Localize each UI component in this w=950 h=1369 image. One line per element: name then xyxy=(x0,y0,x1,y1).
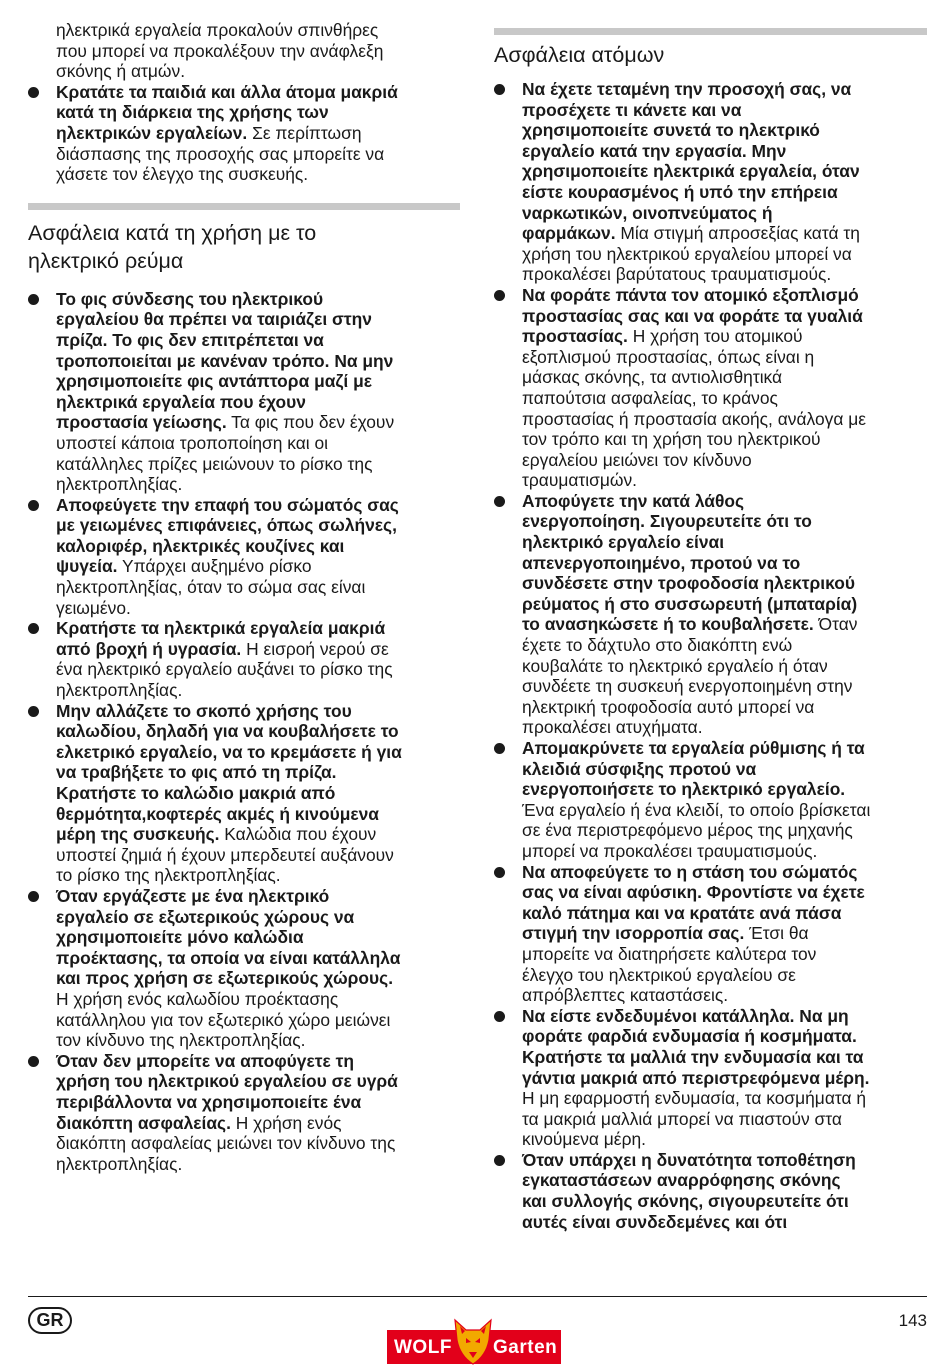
footer-rule xyxy=(28,1296,927,1297)
bullet-bold-line: περιβάλλοντα να χρησιμοποιείτε ένα xyxy=(56,1091,362,1112)
bullet-item xyxy=(28,886,460,1051)
bullet-bold-line: από βροχή ή υγρασία. xyxy=(56,638,242,659)
bullet-text-line: μπορείτε να διατηρήσετε καλύτερα τον xyxy=(522,943,817,964)
bullet-bold-line: εγκαταστάσεων αναρρόφησης σκόνης xyxy=(522,1170,841,1191)
bullet-text-line: τον κίνδυνο της ηλεκτροπληξίας. xyxy=(56,1030,306,1051)
bullet-bold-line: καλό πάτημα και να κρατάτε ανά πάσα xyxy=(522,902,842,923)
bullet-bold-line: προσέχετε τι κάνετε και να xyxy=(522,99,742,120)
bullet-text-line: εξοπλισμού προστασίας, όπως είναι η xyxy=(522,346,815,367)
bullet-bold-line: προστασίας. xyxy=(522,326,628,347)
bullet-bold-line: χρησιμοποιείτε φις αντάπτορα μαζί με xyxy=(56,371,372,392)
bullet-item xyxy=(28,618,460,700)
bullet-text-line: Η χρήση ενός καλωδίου προέκτασης xyxy=(56,988,339,1009)
bullet-bold-line: κατά τη διάρκεια της χρήσης των xyxy=(56,102,329,123)
bullet-text-line: μάσκας σκόνης, τα αντιολισθητικά xyxy=(522,367,783,388)
bullet-bold-line: Κρατάτε τα παιδιά και άλλα άτομα μακριά xyxy=(56,81,398,102)
bullet-bold-line: απενεργοποιημένο, προτού να το xyxy=(522,552,801,573)
bullet-text-line: σε ένα περιστρεφόμενο μέρος της μηχανής xyxy=(522,820,853,841)
bullet-text-line: προκαλέσει βαρύτατους τραυματισμούς. xyxy=(522,264,832,285)
section-title-electrical xyxy=(28,219,460,275)
bullet-bold-line: αυτές είναι συνδεδεμένες και ότι xyxy=(522,1211,788,1232)
bullet-bold-line: προέκτασης, τα οποία να είναι κατάλληλα xyxy=(56,947,401,968)
bullet-bold-line: ρεύματος ή στο συσσωρευτή (μπαταρία) xyxy=(522,593,858,614)
bullet-bold-line: διακόπτη ασφαλείας. xyxy=(56,1112,231,1133)
bullet-bold-line: προστασίας σας και να φοράτε τα γυαλιά xyxy=(522,305,863,326)
bullet-text-line: κουβαλάτε το ηλεκτρικό εργαλείο ή όταν xyxy=(522,655,828,676)
bullet-bold-line: Όταν υπάρχει η δυνατότητα τοποθέτηση xyxy=(522,1149,856,1170)
bullet-bold-line: εργαλείο κατά την εργασία. Μην xyxy=(522,140,787,161)
bullet-text-line: παπούτσια ασφαλείας, το κράνος xyxy=(522,387,778,408)
bullet-text-line: το ρίσκο της ηλεκτροπληξίας. xyxy=(56,865,281,886)
intro-line: ηλεκτρικά εργαλεία προκαλούν σπινθήρες xyxy=(56,20,379,40)
intro-line: σκόνης ή ατμών. xyxy=(56,61,186,82)
bullet-bold-line: Αποφεύγετε την επαφή του σώματός σας xyxy=(56,494,399,515)
bullet-bold-line: Μην αλλάζετε το σκοπό χρήσης του xyxy=(56,700,352,721)
bullet-item xyxy=(28,495,460,619)
bullet-text-line: τραυματισμών. xyxy=(522,470,637,491)
bullet-bold-line: θερμότητα,κοφτερές ακμές ή κινούμενα xyxy=(56,803,379,824)
wolf-garten-logo xyxy=(387,1316,561,1366)
bullet-bold-line: Να φοράτε πάντα τον ατομικό εξοπλισμό xyxy=(522,284,859,305)
bullet-text-line: τον τρόπο και τη χρήση του ηλεκτρικού xyxy=(522,429,821,450)
right-column xyxy=(494,0,927,1232)
left-column xyxy=(28,0,460,1174)
country-code-badge: GR xyxy=(28,1307,72,1334)
bullet-text-inline: Η χρήση του ατομικού xyxy=(627,326,803,347)
bullet-bold-line: Κρατήστε τα μαλλιά την ενδυμασία και τα xyxy=(522,1046,864,1067)
bullet-bold-line: Να αποφεύγετε το η στάση του σώματός xyxy=(522,861,858,882)
bullet-bold-line: χρησιμοποιείτε ηλεκτρικά εργαλεία, όταν xyxy=(522,161,860,182)
bullet-text-line: έχετε το δάχτυλο στο διακόπτη ενώ xyxy=(522,635,793,656)
bullet-text-line: εργαλείου μειώνει τον κίνδυνο xyxy=(522,449,752,470)
bullet-item xyxy=(28,289,460,495)
bullet-bold-line: ναρκωτικών, οινοπνεύματος ή xyxy=(522,202,773,223)
personal-safety-list xyxy=(494,79,927,1232)
bullet-bold-line: και προς χρήση σε εξωτερικούς χώρους. xyxy=(56,968,394,989)
bullet-bold-line: εργαλείου θα πρέπει να ταιριάζει στην xyxy=(56,309,372,330)
bullet-bold-line: γάντια μακριά από περιστρεφόμενα μέρη. xyxy=(522,1067,870,1088)
bullet-bold-line: στιγμή την ισορροπία σας. xyxy=(522,923,745,944)
bullet-text-line: κατάλληλες πρίζες μειώνουν το ρίσκο της xyxy=(56,453,373,474)
bullet-bold-line: ψυγεία. xyxy=(56,556,118,577)
bullet-bold-line: Όταν δεν μπορείτε να αποφύγετε τη xyxy=(56,1050,354,1071)
bullet-bold-line: το ανασηκώσετε ή το κουβαλήσετε. xyxy=(522,614,814,635)
bullet-bold-line: Απομακρύνετε τα εργαλεία ρύθμισης ή τα xyxy=(522,738,865,758)
bullet-text-line: μπορεί να προκαλέσει τραυματισμούς. xyxy=(522,840,818,861)
bullet-bold-line: συνδέσετε στην τροφοδοσία ηλεκτρικού xyxy=(522,573,855,594)
bullet-item xyxy=(494,738,927,862)
intro-line: που μπορεί να προκαλέξουν την ανάφλεξη xyxy=(56,40,384,61)
bullet-bold-line: είστε κουρασμένος ή υπό την επήρεια xyxy=(522,181,838,202)
bullet-text-line: υποστεί κάποια τροποποίηση και οι xyxy=(56,432,329,453)
bullet-bold-line: χρήση του ηλεκτρικού εργαλείου σε υγρά xyxy=(56,1071,398,1092)
bullet-bold-line: Κρατήστε τα ηλεκτρικά εργαλεία μακριά xyxy=(56,618,386,639)
bullet-text-line: χρήση του ηλεκτρικού εργαλείου μπορεί να xyxy=(522,243,852,264)
bullet-bold-line: ενεργοποίηση. Σιγουρευτείτε ότι το xyxy=(522,511,812,532)
bullet-bold-line: καλοριφέρ, ηλεκτρικές κουζίνες και xyxy=(56,535,345,556)
bullet-bold-line: και συλλογής σκόνης, σιγουρευτείτε ότι xyxy=(522,1191,849,1212)
bullet-bold-line: χρησιμοποιείτε συνετά το ηλεκτρικό xyxy=(522,120,820,141)
bullet-text-inline: Σε περίπτωση xyxy=(247,122,362,143)
bullet-text-inline: Η χρήση ενός xyxy=(230,1112,342,1133)
section-title-line: ηλεκτρικό ρεύμα xyxy=(28,248,184,273)
bullet-text-line: ηλεκτροπληξίας. xyxy=(56,474,183,495)
bullet-text-line: γειωμένο. xyxy=(56,597,131,618)
section-title-line: Ασφάλεια ατόμων xyxy=(494,43,665,67)
bullet-bold-line: τροποποιείται με κανέναν τρόπο. Να μην xyxy=(56,350,394,371)
bullet-item xyxy=(494,285,927,491)
section-title-line: Ασφάλεια κατά τη χρήση με το xyxy=(28,220,317,245)
bullet-bold-line: με γειωμένες επιφάνειες, όπως σωλήνες, xyxy=(56,515,397,536)
bullet-item xyxy=(494,1150,927,1232)
bullet-text-line: προκαλέσει ατυχήματα. xyxy=(522,717,703,738)
bullet-text-inline: Μία στιγμή απροσεξίας κατά τη xyxy=(615,223,860,244)
bullet-text-inline: Όταν xyxy=(813,614,858,635)
bullet-text-line: διακόπτη ασφαλείας μειώνει τον κίνδυνο της xyxy=(56,1133,396,1154)
bullet-text-line: κινούμενα μέρη. xyxy=(522,1129,646,1150)
section-rule xyxy=(28,203,460,210)
top-bullet-list xyxy=(28,82,460,185)
bullet-text-line: Η μη εφαρμοστή ενδυμασία, τα κοσμήματα ή xyxy=(522,1088,867,1109)
electrical-safety-list xyxy=(28,289,460,1175)
page-number: 143 xyxy=(898,1311,927,1330)
bullet-text-line: ηλεκτρική τροφοδοσία αυτό μπορεί να xyxy=(522,696,815,717)
bullet-item xyxy=(28,1051,460,1175)
bullet-text-line: έλεγχο του ηλεκτρικού εργαλείου σε xyxy=(522,964,796,985)
bullet-item xyxy=(28,701,460,886)
bullet-text-line: υποστεί ζημιά ή έχουν μπερδευτεί αυξάνουν xyxy=(56,844,394,865)
bullet-bold-line: Κρατήστε το καλώδιο μακριά από xyxy=(56,783,336,803)
bullet-bold-line: ηλεκτρικό εργαλείο είναι xyxy=(522,532,725,553)
bullet-bold-line: προστασία γείωσης. xyxy=(56,412,227,433)
bullet-bold-line: ενεργοποιήσετε το ηλεκτρικό εργαλείο. xyxy=(522,779,846,800)
bullet-bold-line: πρίζα. Το φις δεν επιτρέπεται να xyxy=(56,329,324,350)
wolf-head-icon xyxy=(452,1316,494,1366)
bullet-item xyxy=(494,491,927,738)
bullet-bold-line: φαρμάκων. xyxy=(522,223,616,244)
bullet-text-inline: Υπάρχει αυξημένο ρίσκο xyxy=(117,556,312,577)
bullet-bold-line: ελκετρικό εργαλείο, να το κρεμάσετε ή για xyxy=(56,741,402,762)
intro-paragraph xyxy=(28,20,460,82)
bullet-text-line: ηλεκτροπληξίας. xyxy=(56,1153,183,1174)
bullet-text-line: τα μακριά μαλλιά μπορεί να πιαστούν στα xyxy=(522,1108,842,1129)
logo-word-wolf: WOLF xyxy=(394,1337,452,1358)
bullet-text-line: χάσετε τον έλεγχο της συσκευής. xyxy=(56,164,309,185)
bullet-bold-line: να τραβήξετε το φις από τη πρίζα. xyxy=(56,762,337,783)
bullet-text-inline: Τα φις που δεν έχουν xyxy=(226,412,395,433)
bullet-text-line: ηλεκτροπληξίας. xyxy=(56,680,183,701)
bullet-bold-line: σας να είναι αφύσικη. Φροντίστε να έχετε xyxy=(522,882,865,903)
bullet-item xyxy=(494,1006,927,1150)
bullet-bold-line: Όταν εργάζεστε με ένα ηλεκτρικό xyxy=(56,885,330,906)
bullet-bold-line: εργαλείο σε εξωτερικούς χώρους να xyxy=(56,906,355,927)
bullet-bold-line: ηλεκτρικών εργαλείων. xyxy=(56,122,248,143)
bullet-bold-line: Να είστε ενδεδυμένοι κατάλληλα. Να μη xyxy=(522,1005,849,1026)
logo-word-garten: Garten xyxy=(493,1337,558,1358)
bullet-text-line: κατάλληλου για τον εξωτερικό χώρο μειώνει xyxy=(56,1009,391,1030)
bullet-text-line: συνδέετε τη συσκευή ενεργοποιημένη στην xyxy=(522,676,853,697)
bullet-bold-line: μέρη της συσκευής. xyxy=(56,824,220,845)
bullet-text-inline: Έτσι θα xyxy=(744,923,809,944)
bullet-text-inline: Καλώδια που έχουν xyxy=(219,824,377,845)
bullet-item xyxy=(494,862,927,1006)
bullet-item xyxy=(494,79,927,285)
bullet-bold-line: χρησιμοποιείτε μόνο καλώδια xyxy=(56,927,304,948)
bullet-item xyxy=(28,82,460,185)
section-rule xyxy=(494,28,927,35)
bullet-bold-line: ηλεκτρικά εργαλεία που έχουν xyxy=(56,391,306,412)
bullet-text-inline: Η εισροή νερού σε xyxy=(241,638,389,659)
bullet-bold-line: Αποφύγετε την κατά λάθος xyxy=(522,490,745,511)
bullet-text-line: ένα ηλεκτρικό εργαλείο αυξάνει το ρίσκο της xyxy=(56,659,393,680)
bullet-bold-line: κλειδιά σύσφιξης προτού να xyxy=(522,758,757,779)
bullet-text-line: απρόβλεπτες καταστάσεις. xyxy=(522,985,729,1006)
bullet-bold-line: καλωδίου, δηλαδή για να κουβαλήσετε το xyxy=(56,721,399,742)
bullet-text-line: ηλεκτροπληξίας, όταν το σώμα σας είναι xyxy=(56,577,366,598)
bullet-bold-line: φοράτε φαρδιά ενδυμασία ή κοσμήματα. xyxy=(522,1026,857,1047)
bullet-bold-line: Το φις σύνδεσης του ηλεκτρικού xyxy=(56,288,324,309)
section-title-personal xyxy=(494,41,927,69)
bullet-text-line: διάσπασης της προσοχής σας μπορείτε να xyxy=(56,143,385,164)
bullet-text-line: Ένα εργαλείο ή ένα κλειδί, το οποίο βρίσκεται xyxy=(522,799,871,820)
bullet-bold-line: Να έχετε τεταμένη την προσοχή σας, να xyxy=(522,79,852,99)
bullet-text-line: προστασίας ή προστασία ακοής, ανάλογα με xyxy=(522,408,866,429)
